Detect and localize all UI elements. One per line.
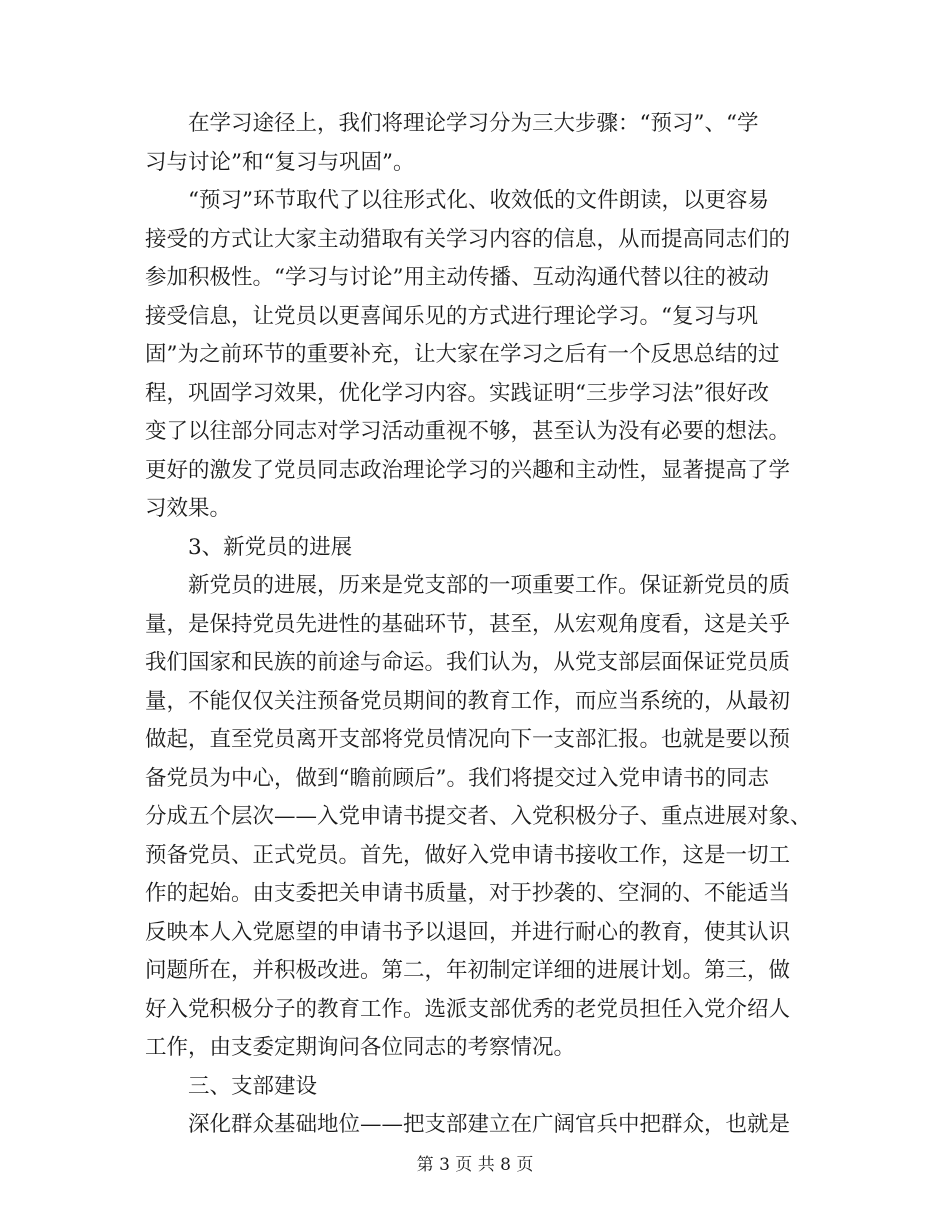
text-line: 程，巩固学习效果，优化学习内容。实践证明“三步学习法”很好改	[145, 380, 769, 406]
text-line: 习与讨论”和“复习与巩固”。	[145, 149, 415, 175]
text-line: 问题所在，并积极改进。第二，年初制定详细的进展计划。第三，做	[145, 958, 791, 983]
text-line: 分成五个层次——入党申请书提交者、入党积极分子、重点进展对象、	[145, 804, 812, 829]
text-line: 量，不能仅仅关注预备党员期间的教育工作，而应当系统的，从最初	[145, 688, 791, 714]
text-line: 固”为之前环节的重要补充，让大家在学习之后有一个反思总结的过	[145, 342, 780, 367]
page-footer: 第 3 页 共 8 页	[416, 1155, 534, 1175]
text-line: “预习”环节取代了以往形式化、收效低的文件朗读，以更容易	[188, 188, 769, 213]
text-line: 更好的激发了党员同志政治理论学习的兴趣和主动性，显著提高了学	[145, 457, 791, 483]
text-line: 习效果。	[145, 496, 232, 521]
text-line: 预备党员、正式党员。首先，做好入党申请书接收工作，这是一切工	[145, 842, 791, 868]
text-line: 在学习途径上，我们将理论学习分为三大步骤：“预习”、“学	[188, 111, 759, 136]
text-line: 备党员为中心，做到“瞻前顾后”。我们将提交过入党申请书的同志	[145, 765, 769, 791]
text-line: 我们国家和民族的前途与命运。我们认为，从党支部层面保证党员质	[145, 650, 791, 675]
text-line: 量，是保持党员先进性的基础环节，甚至，从宏观角度看，这是关乎	[145, 611, 791, 637]
text-line: 做起，直至党员离开支部将党员情况向下一支部汇报。也就是要以预	[145, 727, 791, 752]
text-line: 新党员的进展，历来是党支部的一项重要工作。保证新党员的质	[188, 573, 791, 598]
document-body	[145, 105, 812, 1145]
text-line: 接受的方式让大家主动猎取有关学习内容的信息，从而提高同志们的	[145, 226, 791, 252]
text-line: 工作，由支委定期询问各位同志的考察情况。	[145, 1035, 576, 1060]
text-line: 三、支部建设	[188, 1073, 318, 1099]
text-line: 好入党积极分子的教育工作。选派支部优秀的老党员担任入党介绍人	[145, 996, 791, 1022]
text-line: 作的起始。由支委把关申请书质量，对于抄袭的、空洞的、不能适当	[145, 881, 791, 906]
text-line: 深化群众基础地位——把支部建立在广阔官兵中把群众，也就是	[188, 1112, 791, 1137]
text-line: 变了以往部分同志对学习活动重视不够，甚至认为没有必要的想法。	[145, 419, 791, 444]
text-line: 参加积极性。“学习与讨论”用主动传播、互动沟通代替以往的被动	[145, 265, 769, 290]
text-line: 反映本人入党愿望的申请书予以退回，并进行耐心的教育，使其认识	[145, 919, 791, 945]
text-line: 接受信息，让党员以更喜闻乐见的方式进行理论学习。“复习与巩	[145, 303, 758, 329]
text-line: 3、新党员的进展	[188, 534, 353, 560]
